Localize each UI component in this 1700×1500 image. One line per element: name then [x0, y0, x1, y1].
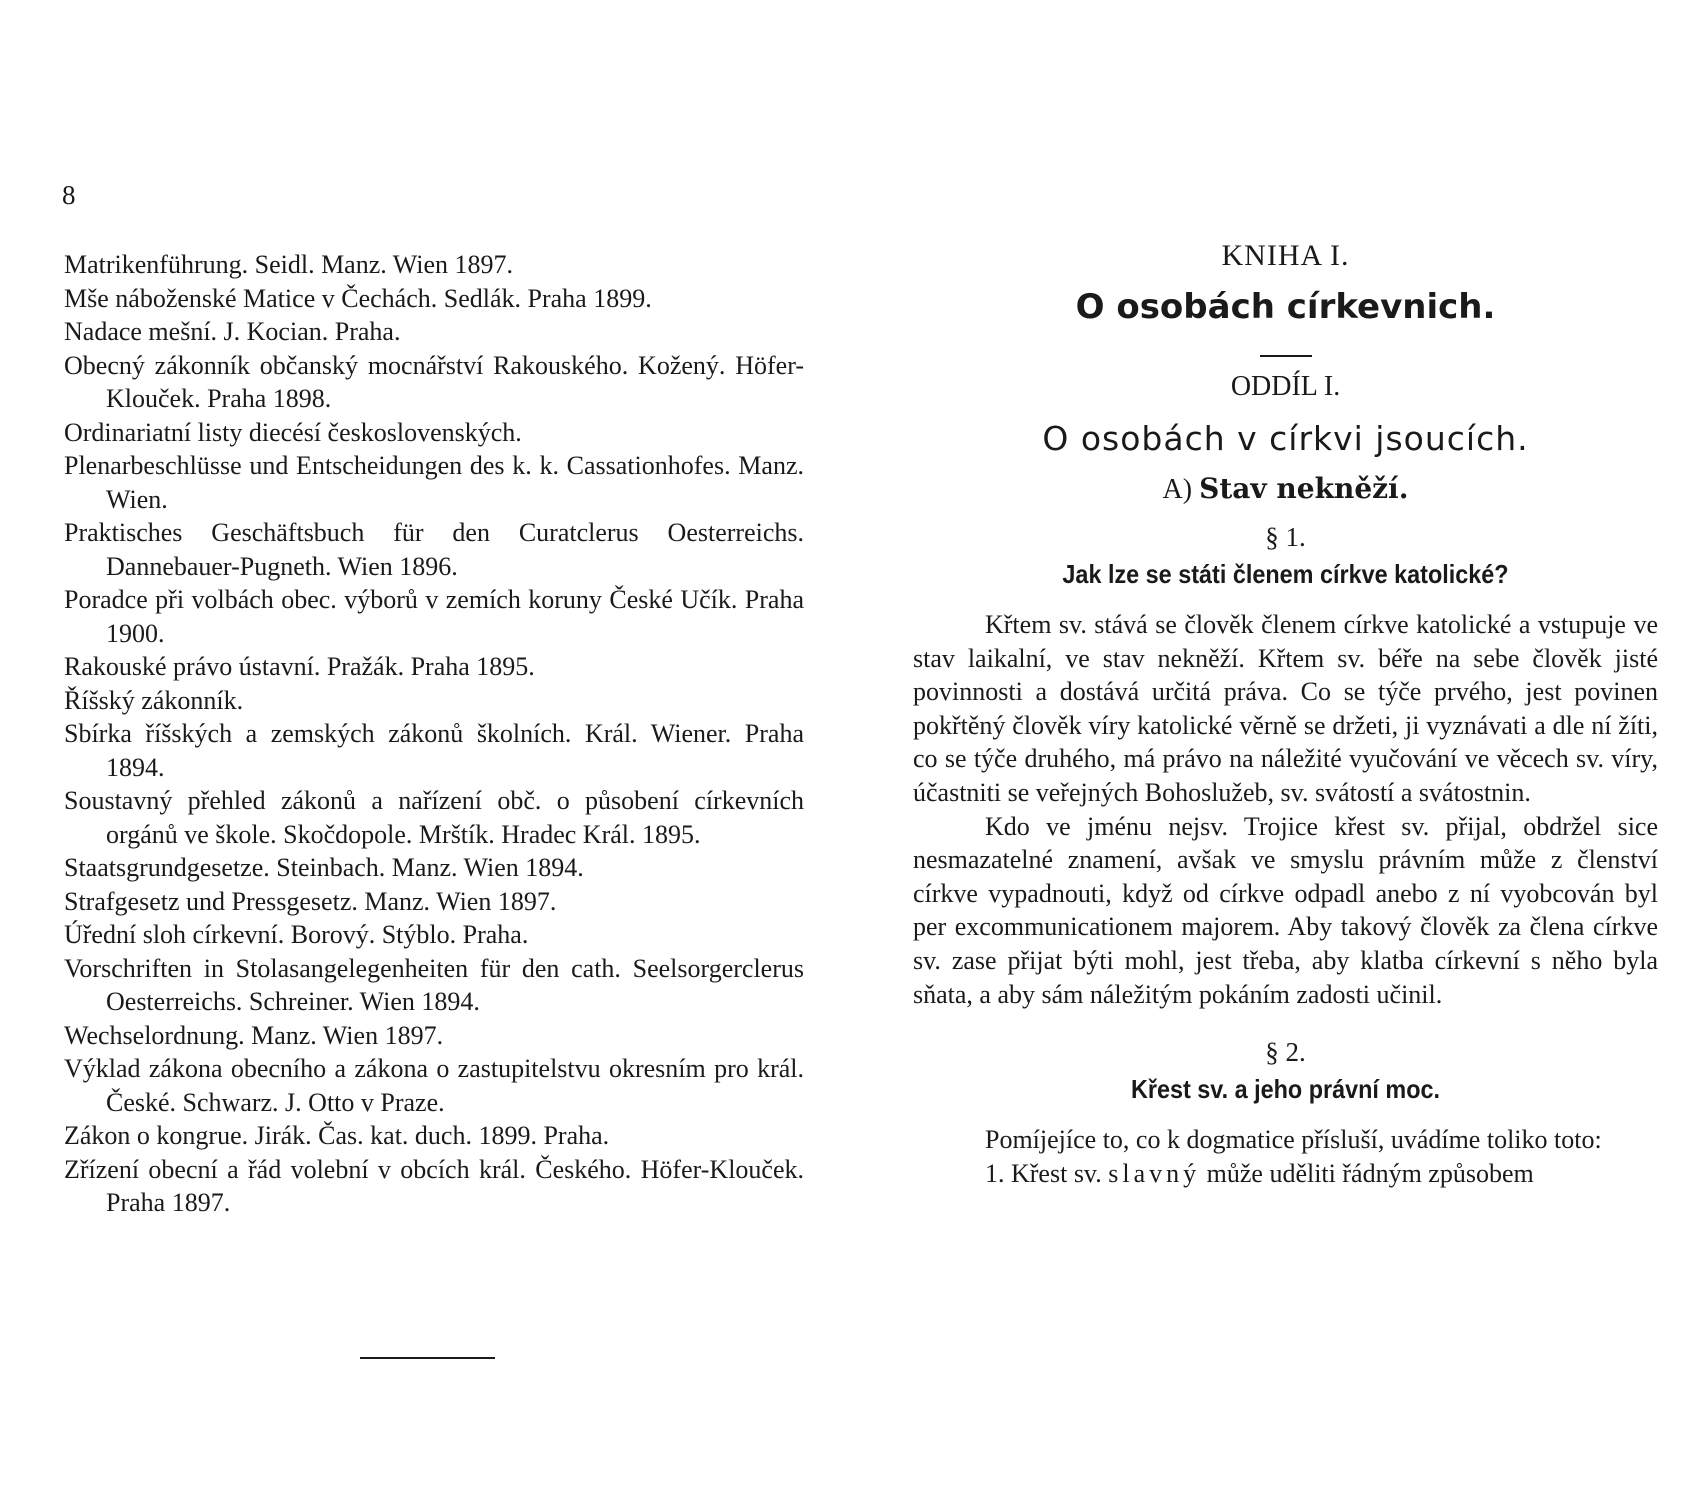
- bibliography-entry: Praktisches Geschäftsbuch für den Curatclerus Oesterreichs. Dannebauer-Pugneth. Wien 1896.: [64, 518, 804, 581]
- body-paragraph: Pomíjejíce to, co k dogmatice přísluší, uvádíme toliko toto:: [985, 1125, 1602, 1155]
- bibliography-entry: Staatsgrundgesetze. Steinbach. Manz. Wien 1894.: [64, 853, 584, 882]
- paragraph-mark: § 1.: [1265, 522, 1306, 552]
- bibliography-entry: Vorschriften in Stolasangelegenheiten für den cath. Seelsorgerclerus Oesterreichs. Schreiner. Wien 1894.: [64, 953, 804, 1016]
- book-label: KNIHA I.: [1221, 239, 1350, 272]
- bibliography-entry: Soustavný přehled zákonů a nařízení obč. o působení církevních orgánů ve škole. Skočdopole. Mrštík. Hradec Král. 1895.: [64, 786, 804, 849]
- section-title: O osobách v církvi jsoucích.: [1042, 419, 1529, 458]
- book-title: O osobách církevnich.: [1075, 287, 1496, 327]
- book-column: [913, 230, 1658, 1190]
- body-paragraph: [913, 1157, 1658, 1191]
- bibliography-entry: Říšský zákonník.: [64, 685, 244, 715]
- paragraph-title: Křest sv. a jeho právní moc.: [1130, 1074, 1441, 1105]
- bibliography-entry: Úřední sloh církevní. Borový. Stýblo. Praha.: [64, 920, 529, 949]
- bibliography-entry: Zákon o kongrue. Jirák. Čas. kat. duch. 1899. Praha.: [64, 1121, 610, 1150]
- bibliography-entry: Zřízení obecní a řád volební v obcích král. Českého. Höfer-Klouček. Praha 1897.: [64, 1154, 804, 1217]
- title-divider: [1260, 355, 1312, 357]
- bibliography-entry: Nadace mešní. J. Kocian. Praha.: [64, 317, 401, 346]
- body-text-segment: může uděliti řádným způsobem: [1206, 1158, 1534, 1188]
- page-number: 8: [62, 180, 76, 210]
- bibliography-entry: Strafgesetz und Pressgesetz. Manz. Wien 1897.: [64, 886, 557, 916]
- body-paragraph: Křtem sv. stává se člověk členem církve katolické a vstupuje ve stav laikalní, ve stav nekněží. Křtem sv. béře na sebe člověk jisté povinnosti a dostává určitá práva. Co se týče prvého, jest povinen pokřtěný člověk víry katolické věrně se držeti, ji vyznávati a dle ní žíti, co se týče druhého, má právo na náležité vyučování ve věcech sv. víry, účastniti se veřejných Bohoslužeb, sv. svátostí a svátostnin.: [913, 610, 1658, 807]
- subsection-prefix: A): [1162, 474, 1193, 505]
- emphasized-word: slavný: [1108, 1158, 1201, 1188]
- body-paragraph: Kdo ve jménu nejsv. Trojice křest sv. přijal, obdržel sice nesmazatelné znamení, avšak ve smyslu právním může z členství církve vypadnouti, když od církve odpadl anebo z ní vyobcován byl per excommunicationem majorem. Aby takový člověk za člena církve sv. zase přijat býti mohl, jest třeba, aby klatba církevní s něho byla sňata, a aby sám náležitým pokáním zadosti učinil.: [913, 811, 1658, 1009]
- bibliography-entry: Obecný zákonník občanský mocnářství Rakouského. Kožený. Höfer-Klouček. Praha 1898.: [64, 350, 804, 413]
- paragraph-mark: § 2.: [1265, 1037, 1306, 1068]
- bibliography-entry: Poradce při volbách obec. výborů v zemích koruny České Učík. Praha 1900.: [64, 585, 804, 648]
- body-text-segment: 1. Křest sv.: [985, 1158, 1102, 1188]
- bibliography-entry: Sbírka říšských a zemských zákonů školních. Král. Wiener. Praha 1894.: [64, 719, 804, 782]
- bibliography-entry: Rakouské právo ústavní. Pražák. Praha 1895.: [64, 652, 535, 681]
- subsection-heading: [913, 472, 1658, 506]
- bibliography-entry: Plenarbeschlüsse und Entscheidungen des k. k. Cassationhofes. Manz. Wien.: [64, 451, 804, 514]
- section-label: ODDÍL I.: [1230, 371, 1341, 402]
- bibliography-entry: Ordinariatní listy diecésí československých.: [64, 417, 522, 447]
- end-divider: [360, 1357, 495, 1359]
- subsection-title: Stav nekněží.: [1199, 472, 1409, 505]
- bibliography-list: [64, 248, 804, 1220]
- bibliography-entry: Výklad zákona obecního a zákona o zastupitelstvu okresním pro král. České. Schwarz. J. Otto v Praze.: [64, 1054, 804, 1117]
- bibliography-entry: Wechselordnung. Manz. Wien 1897.: [64, 1020, 444, 1050]
- bibliography-entry: Mše náboženské Matice v Čechách. Sedlák. Praha 1899.: [64, 283, 652, 313]
- paragraph-title: Jak lze se státi členem církve katolické?: [1062, 559, 1509, 589]
- bibliography-entry: Matrikenführung. Seidl. Manz. Wien 1897.: [64, 250, 514, 279]
